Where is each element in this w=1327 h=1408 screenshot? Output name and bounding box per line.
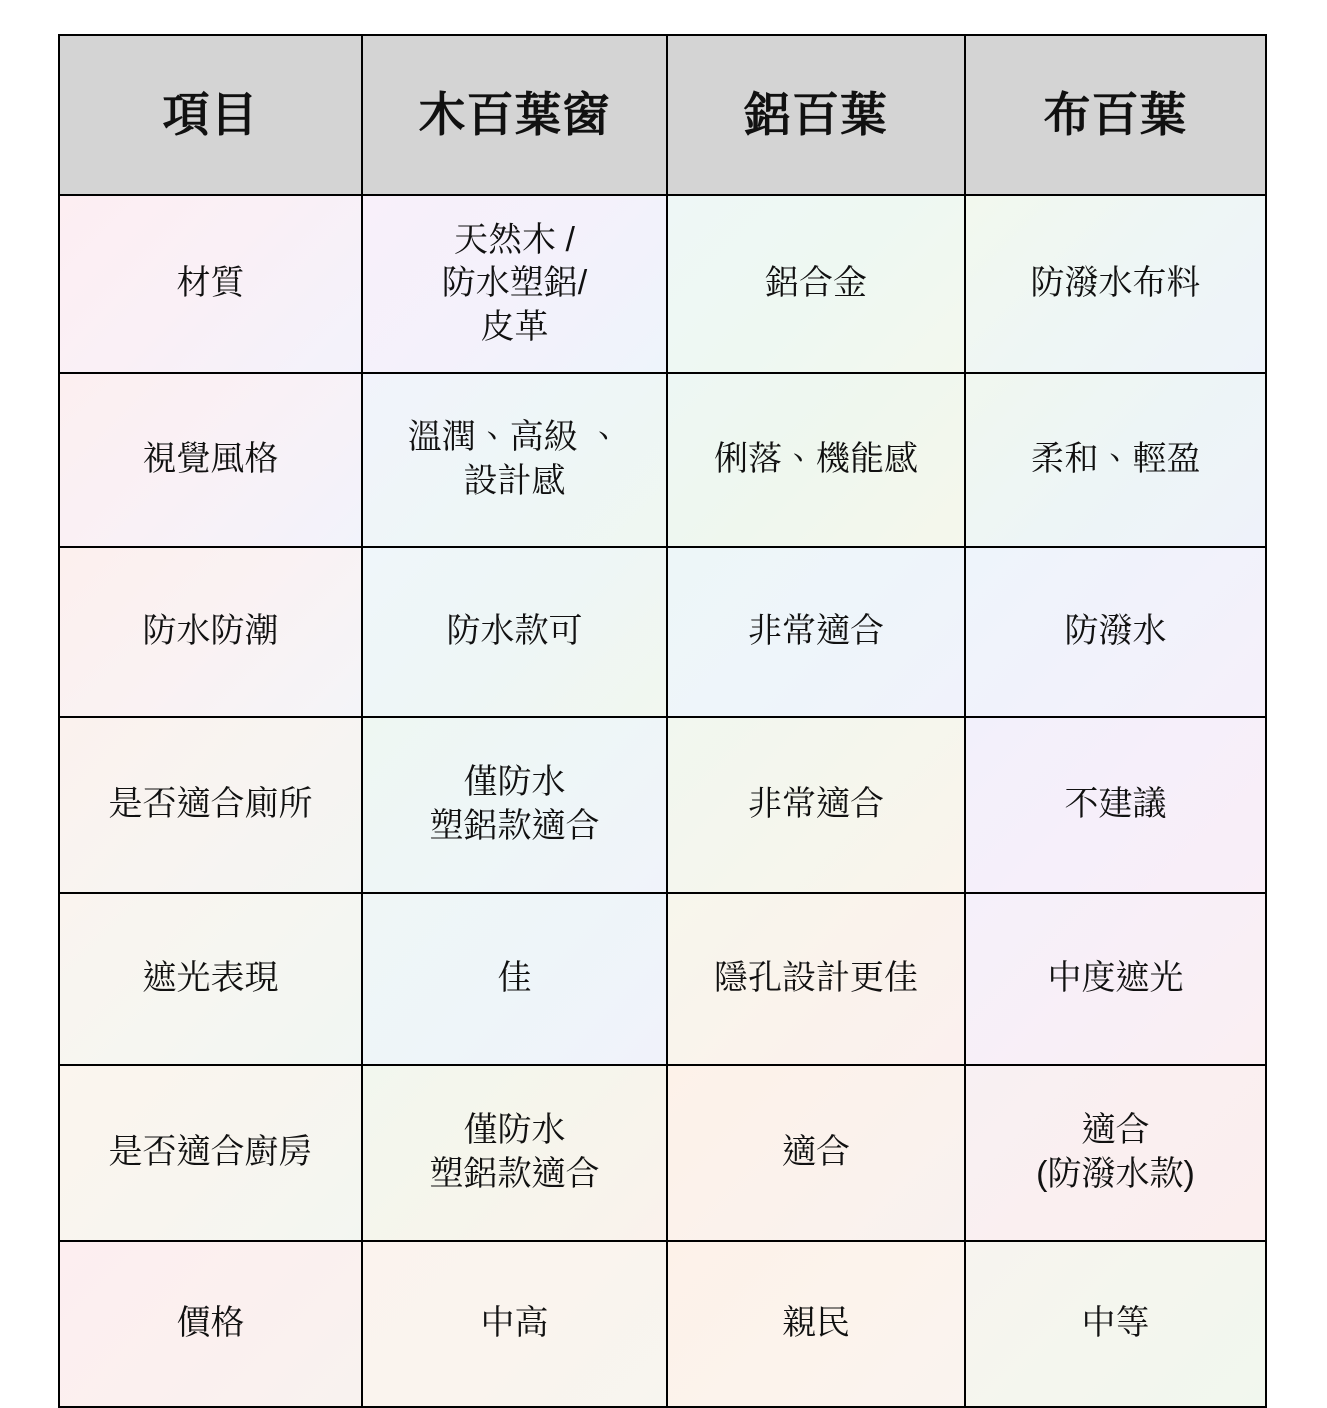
table-row (59, 1065, 1266, 1241)
cell-price-fabric: 中等 (965, 1241, 1266, 1407)
row-label-bathroom: 是否適合廁所 (59, 717, 362, 893)
cell-bathroom-fabric: 不建議 (965, 717, 1266, 893)
cell-visual-style-fabric: 柔和、輕盈 (965, 373, 1266, 547)
cell-waterproof-aluminum: 非常適合 (667, 547, 965, 717)
table-header-row (59, 35, 1266, 195)
cell-visual-style-aluminum: 俐落、機能感 (667, 373, 965, 547)
cell-kitchen-wood: 僅防水 塑鋁款適合 (362, 1065, 667, 1241)
table-body (59, 195, 1266, 1407)
row-label-visual-style: 視覺風格 (59, 373, 362, 547)
cell-waterproof-wood: 防水款可 (362, 547, 667, 717)
cell-visual-style-wood: 溫潤、高級 、 設計感 (362, 373, 667, 547)
cell-price-wood: 中高 (362, 1241, 667, 1407)
cell-waterproof-fabric: 防潑水 (965, 547, 1266, 717)
table-row (59, 373, 1266, 547)
comparison-table (58, 34, 1267, 1408)
table-row (59, 547, 1266, 717)
cell-material-wood: 天然木 / 防水塑鋁/ 皮革 (362, 195, 667, 373)
cell-material-aluminum: 鋁合金 (667, 195, 965, 373)
table-row (59, 1241, 1266, 1407)
row-label-price: 價格 (59, 1241, 362, 1407)
table-row (59, 893, 1266, 1065)
row-label-light-blocking: 遮光表現 (59, 893, 362, 1065)
cell-bathroom-wood: 僅防水 塑鋁款適合 (362, 717, 667, 893)
table-row (59, 717, 1266, 893)
table-header (59, 35, 1266, 195)
cell-price-aluminum: 親民 (667, 1241, 965, 1407)
row-label-kitchen: 是否適合廚房 (59, 1065, 362, 1241)
column-header-item: 項目 (59, 35, 362, 195)
cell-bathroom-aluminum: 非常適合 (667, 717, 965, 893)
table-row (59, 195, 1266, 373)
cell-light-blocking-wood: 佳 (362, 893, 667, 1065)
cell-light-blocking-aluminum: 隱孔設計更佳 (667, 893, 965, 1065)
column-header-wood-blinds: 木百葉窗 (362, 35, 667, 195)
cell-kitchen-aluminum: 適合 (667, 1065, 965, 1241)
row-label-material: 材質 (59, 195, 362, 373)
column-header-aluminum-blinds: 鋁百葉 (667, 35, 965, 195)
cell-material-fabric: 防潑水布料 (965, 195, 1266, 373)
cell-kitchen-fabric: 適合 (防潑水款) (965, 1065, 1266, 1241)
column-header-fabric-blinds: 布百葉 (965, 35, 1266, 195)
row-label-waterproof: 防水防潮 (59, 547, 362, 717)
cell-light-blocking-fabric: 中度遮光 (965, 893, 1266, 1065)
